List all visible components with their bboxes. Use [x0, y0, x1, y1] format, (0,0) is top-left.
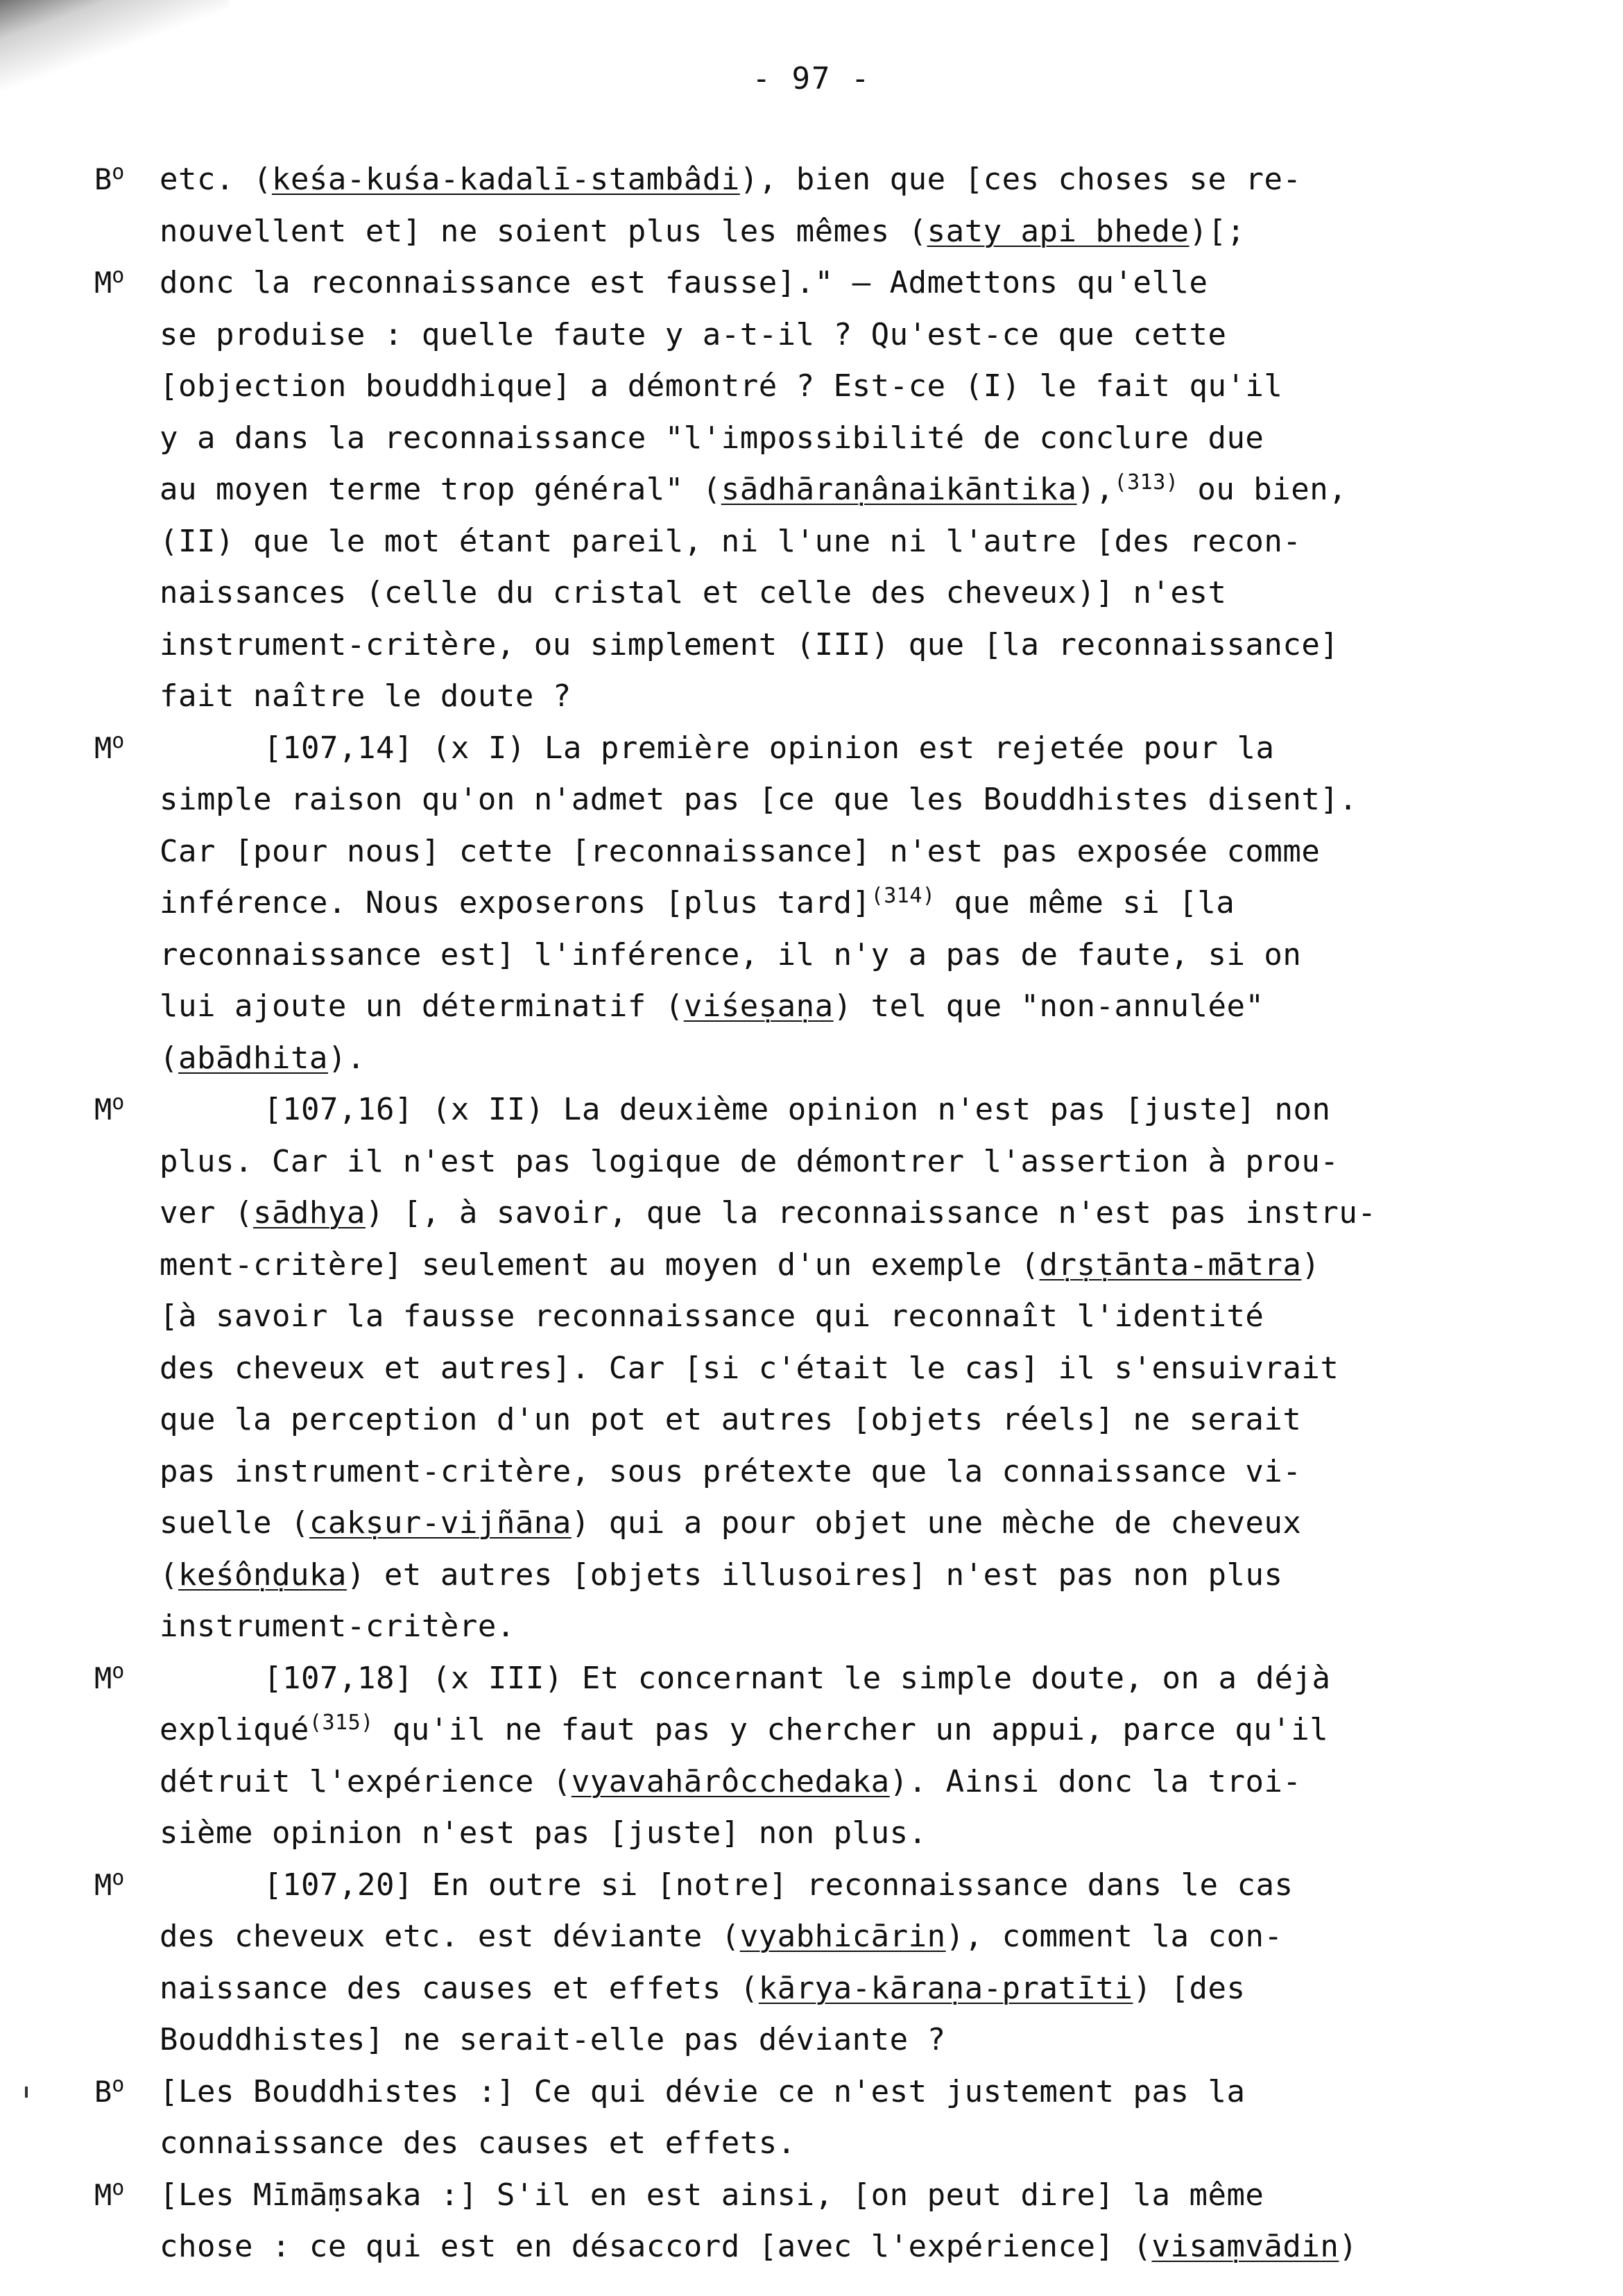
sanskrit-term: dṛṣṭānta-mātra	[1039, 1246, 1302, 1283]
sanskrit-term: vyavahārôcchedaka	[571, 1763, 890, 1799]
text-line: (II) que le mot étant pareil, ni l'une ni l'autre [des recon-	[160, 523, 1302, 559]
speaker-letter: B	[94, 162, 112, 196]
text-line: ver (sādhya) [, à savoir, que la reconnaissance n'est pas instru-	[160, 1195, 1377, 1231]
degree-mark: o	[112, 728, 125, 753]
text-line: suelle (cakṣur-vijñāna) qui a pour objet une mèche de cheveux	[160, 1505, 1302, 1541]
paragraph	[0, 257, 1623, 723]
sanskrit-term: abādhita	[178, 1040, 328, 1076]
text-line: donc la reconnaissance est fausse]." — Admettons qu'elle	[160, 265, 1208, 300]
text-line: au moyen terme trop général" (sādhāraṇânaikāntika),$^{(313)}$ ou bien,	[160, 470, 1348, 507]
text-line: [Les Mīmāṃsaka :] S'il en est ainsi, [on peut dire] la même	[160, 2177, 1264, 2213]
text-line: naissance des causes et effets (kārya-kāraṇa-pratīti) [des	[160, 1970, 1246, 2006]
page-number: - 97 -	[752, 61, 871, 96]
text-line: etc. (keśa-kuśa-kadalī-stambâdi), bien que [ces choses se re-	[160, 162, 1302, 197]
text-line: lui ajoute un déterminatif (viśeṣaṇa) tel que "non-annulée"	[160, 988, 1264, 1024]
sanskrit-term: visaṃvādin	[1151, 2229, 1339, 2264]
text-line: des cheveux etc. est déviante (vyabhicārin), comment la con-	[160, 1919, 1283, 1954]
degree-mark: o	[112, 1090, 125, 1115]
footnote-reference: (314)	[870, 884, 936, 908]
sanskrit-term: saty api bhede	[927, 213, 1190, 249]
sanskrit-term: keśa-kuśa-kadalī-stambâdi	[271, 162, 740, 197]
degree-mark: o	[112, 2175, 125, 2200]
text-line: [107,16] (x II) La deuxième opinion n'est pas [juste] non	[264, 1092, 1331, 1127]
text-line: instrument-critère.	[160, 1609, 515, 1644]
text-line: chose : ce qui est en désaccord [avec l'expérience] (visaṃvādin)	[160, 2229, 1358, 2264]
speaker-letter: M	[94, 1661, 112, 1695]
text-line: plus. Car il n'est pas logique de démontrer l'assertion à prou-	[160, 1143, 1339, 1179]
degree-mark: o	[112, 264, 125, 288]
text-line: [107,18] (x III) Et concernant le simple doute, on a déjà	[264, 1660, 1331, 1696]
sanskrit-term: sādhya	[252, 1195, 366, 1231]
text-line: reconnaissance est] l'inférence, il n'y a pas de faute, si on	[160, 936, 1302, 973]
speaker-marker	[94, 154, 124, 206]
sanskrit-term: cakṣur-vijñāna	[309, 1505, 572, 1541]
sanskrit-term: kārya-kāraṇa-pratīti	[758, 1970, 1133, 2006]
paragraph	[0, 2170, 1623, 2273]
text-line: (abādhita).	[160, 1040, 366, 1076]
text-line: expliqué$^{(315)}$ qu'il ne faut pas y chercher un appui, parce qu'il	[160, 1711, 1329, 1747]
paragraph	[0, 154, 1623, 257]
footnote-reference: (313)	[1114, 470, 1179, 495]
text-line: Bouddhistes] ne serait-elle pas déviante ?	[160, 2022, 946, 2057]
speaker-letter: M	[94, 730, 112, 765]
text-line: fait naître le doute ?	[160, 678, 572, 714]
paragraph	[0, 1084, 1623, 1653]
text-line: pas instrument-critère, sous prétexte que la connaissance vi-	[160, 1453, 1302, 1489]
text-line: [Les Bouddhistes :] Ce qui dévie ce n'est justement pas la	[160, 2073, 1246, 2109]
text-line: connaissance des causes et effets.	[160, 2125, 796, 2161]
paragraph	[0, 2066, 1623, 2170]
text-line: (keśôṇḍuka) et autres [objets illusoires] n'est pas non plus	[160, 1557, 1283, 1593]
paragraph	[0, 1653, 1623, 1860]
text-line: ment-critère] seulement au moyen d'un exemple (dṛṣṭānta-mātra)	[160, 1246, 1321, 1283]
speaker-marker	[94, 723, 124, 775]
speaker-marker	[94, 1860, 124, 1912]
text-line: des cheveux et autres]. Car [si c'était le cas] il s'ensuivrait	[160, 1350, 1339, 1386]
paragraph	[0, 1860, 1623, 2066]
text-line: sième opinion n'est pas [juste] non plus.	[160, 1815, 927, 1851]
sanskrit-term: keśôṇḍuka	[178, 1557, 347, 1593]
speaker-letter: B	[94, 2074, 112, 2109]
text-line: que la perception d'un pot et autres [objets réels] ne serait	[160, 1402, 1302, 1437]
text-line: [107,14] (x I) La première opinion est rejetée pour la	[264, 730, 1275, 766]
speaker-letter: M	[94, 1093, 112, 1126]
footnote-reference: (315)	[309, 1711, 374, 1735]
text-line: instrument-critère, ou simplement (III) que [la reconnaissance]	[160, 626, 1339, 662]
speaker-marker	[94, 1653, 124, 1705]
speaker-marker	[94, 257, 124, 309]
text-body	[0, 154, 1623, 2273]
degree-mark: o	[112, 160, 125, 185]
text-line: simple raison qu'on n'admet pas [ce que les Bouddhistes disent].	[160, 782, 1358, 817]
degree-mark: o	[112, 1865, 125, 1890]
text-line: [à savoir la fausse reconnaissance qui reconnaît l'identité	[160, 1299, 1264, 1334]
sanskrit-term: sādhāraṇânaikāntika	[721, 472, 1077, 507]
degree-mark: o	[112, 2072, 125, 2097]
paragraph	[0, 723, 1623, 1085]
sanskrit-term: vyabhicārin	[739, 1919, 946, 1954]
speaker-letter: M	[94, 1867, 112, 1902]
text-line: [objection bouddhique] a démontré ? Est-ce (I) le fait qu'il	[160, 368, 1283, 404]
text-line: inférence. Nous exposerons [plus tard]$^{(314)}$ que même si [la	[160, 884, 1235, 920]
speaker-marker	[94, 2066, 124, 2118]
text-line: nouvellent et] ne soient plus les mêmes (saty api bhede)[;	[160, 213, 1246, 249]
text-line: Car [pour nous] cette [reconnaissance] n'est pas exposée comme	[160, 833, 1321, 869]
text-line: naissances (celle du cristal et celle des cheveux)] n'est	[160, 575, 1227, 610]
text-line: détruit l'expérience (vyavahārôcchedaka). Ainsi donc la troi-	[160, 1763, 1302, 1799]
speaker-letter: M	[94, 2177, 112, 2212]
speaker-marker	[94, 2170, 124, 2222]
text-line: se produise : quelle faute y a-t-il ? Qu'est-ce que cette	[160, 316, 1227, 352]
text-line: y a dans la reconnaissance "l'impossibilité de conclure due	[160, 420, 1264, 456]
sanskrit-term: viśeṣaṇa	[683, 988, 834, 1024]
degree-mark: o	[112, 1659, 125, 1684]
speaker-marker	[94, 1084, 124, 1136]
speaker-letter: M	[94, 266, 112, 300]
text-line: [107,20] En outre si [notre] reconnaissance dans le cas	[264, 1867, 1294, 1903]
